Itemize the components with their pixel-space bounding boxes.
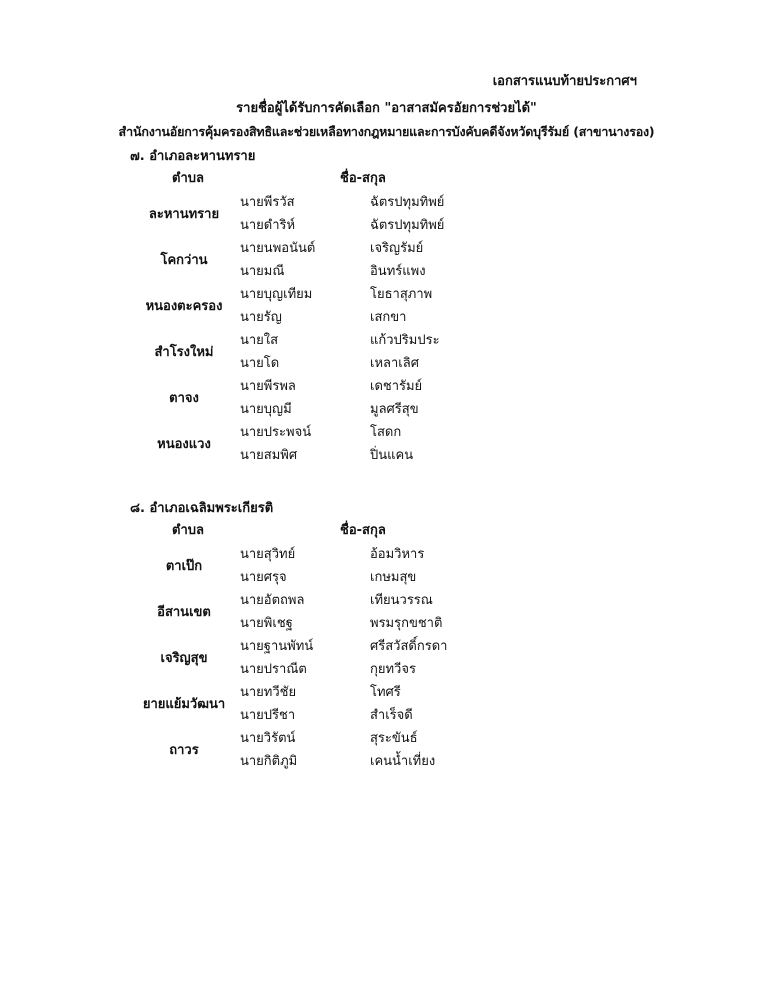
person-last-name: โทศรี <box>370 685 401 700</box>
column-header-subdistrict: ตำบล <box>172 523 204 538</box>
subdistrict-group <box>0 421 773 463</box>
person-last-name: เดชารัมย์ <box>370 379 423 394</box>
person-last-name: โสดก <box>370 425 402 440</box>
person-first-name: นายอัตถพล <box>240 593 305 608</box>
subdistrict-group <box>0 589 773 631</box>
subdistrict-group <box>0 283 773 325</box>
subdistrict-name: ละหานทราย <box>148 207 220 222</box>
person-last-name: แก้วปริมประ <box>370 333 440 348</box>
person-first-name: นายฐานพัทน์ <box>240 639 314 654</box>
person-first-name: นายนพอนันต์ <box>240 241 316 256</box>
person-last-name: โยธาสุภาพ <box>370 287 433 302</box>
person-first-name: นายวิรัตน์ <box>240 731 296 746</box>
office-name: สำนักงานอัยการคุ้มครองสิทธิและช่วยเหลือทางกฎหมายและการบังคับคดีจังหวัดบุรีรัมย์ (สาขานางรอง) <box>118 124 655 139</box>
person-first-name: นายกิติภูมิ <box>240 754 298 769</box>
person-last-name: ศรีสวัสดิ์กรดา <box>370 639 448 654</box>
person-last-name: เทียนวรรณ <box>370 593 433 608</box>
subdistrict-group <box>0 543 773 585</box>
person-first-name: นายรัญ <box>240 310 282 325</box>
district-heading: ๗. อำเภอละหานทราย <box>130 149 256 164</box>
column-header-name: ชื่อ-สกุล <box>340 523 386 538</box>
subdistrict-group <box>0 237 773 279</box>
annex-label: เอกสารแนบท้ายประกาศฯ <box>492 74 637 89</box>
person-first-name: นายพิเชฐ <box>240 616 293 631</box>
person-last-name: กุยทวีจร <box>370 662 416 677</box>
district-heading: ๘. อำเภอเฉลิมพระเกียรติ <box>130 501 274 516</box>
person-first-name: นายสมพิศ <box>240 448 298 463</box>
person-first-name: นายพีรพล <box>240 379 296 394</box>
person-first-name: นายโด <box>240 356 280 371</box>
person-first-name: นายทวีชัย <box>240 685 297 700</box>
subdistrict-name: ตาเป๊ก <box>165 559 203 574</box>
subdistrict-group <box>0 329 773 371</box>
subdistrict-name: ถาวร <box>169 743 199 758</box>
person-last-name: ฉัตรปทุมทิพย์ <box>370 218 445 233</box>
subdistrict-group <box>0 681 773 723</box>
subdistrict-name: หนองตะครอง <box>145 299 223 314</box>
column-header-subdistrict: ตำบล <box>172 171 204 186</box>
person-first-name: นายพีรวัส <box>240 195 295 210</box>
person-last-name: มูลศรีสุข <box>370 402 419 417</box>
subdistrict-name: โคกว่าน <box>160 253 208 268</box>
person-first-name: นายมณี <box>240 264 285 279</box>
person-last-name: ฉัตรปทุมทิพย์ <box>370 195 445 210</box>
person-last-name: อ้อมวิหาร <box>370 547 425 562</box>
person-last-name: พรมรุกขชาติ <box>370 616 443 631</box>
person-last-name: ปิ่นแคน <box>370 448 414 463</box>
person-last-name: เคนน้ำเที่ยง <box>370 754 436 769</box>
person-last-name: สำเร็จดี <box>370 708 413 723</box>
person-last-name: อินทร์แพง <box>370 264 426 279</box>
person-last-name: เสกขา <box>370 310 407 325</box>
person-first-name: นายสุวิทย์ <box>240 547 296 562</box>
person-last-name: เกษมสุข <box>370 570 417 585</box>
column-header-name: ชื่อ-สกุล <box>340 171 386 186</box>
subdistrict-name: สำโรงใหม่ <box>154 345 214 360</box>
subdistrict-name: ตาจง <box>169 391 199 406</box>
person-first-name: นายบุญเทียม <box>240 287 313 302</box>
person-last-name: เจริญรัมย์ <box>370 241 424 256</box>
person-first-name: นายดำริห์ <box>240 218 296 233</box>
subdistrict-group <box>0 375 773 417</box>
subdistrict-name: หนองแวง <box>157 437 211 452</box>
person-first-name: นายศรุจ <box>240 570 287 585</box>
person-first-name: นายประพจน์ <box>240 425 312 440</box>
subdistrict-group <box>0 635 773 677</box>
subdistrict-group <box>0 727 773 769</box>
person-last-name: เหลาเลิศ <box>370 356 419 371</box>
person-last-name: สุระขันธ์ <box>370 731 418 746</box>
person-first-name: นายปราณีต <box>240 662 307 677</box>
person-first-name: นายบุญมี <box>240 402 292 417</box>
person-first-name: นายปรีชา <box>240 708 296 723</box>
page-title: รายชื่อผู้ได้รับการคัดเลือก "อาสาสมัครอัยการช่วยได้" <box>236 101 537 116</box>
subdistrict-name: ยายแย้มวัฒนา <box>142 697 226 712</box>
subdistrict-name: เจริญสุข <box>160 651 208 666</box>
person-first-name: นายใส <box>240 333 279 348</box>
subdistrict-name: อีสานเขต <box>157 605 211 620</box>
subdistrict-group <box>0 191 773 233</box>
